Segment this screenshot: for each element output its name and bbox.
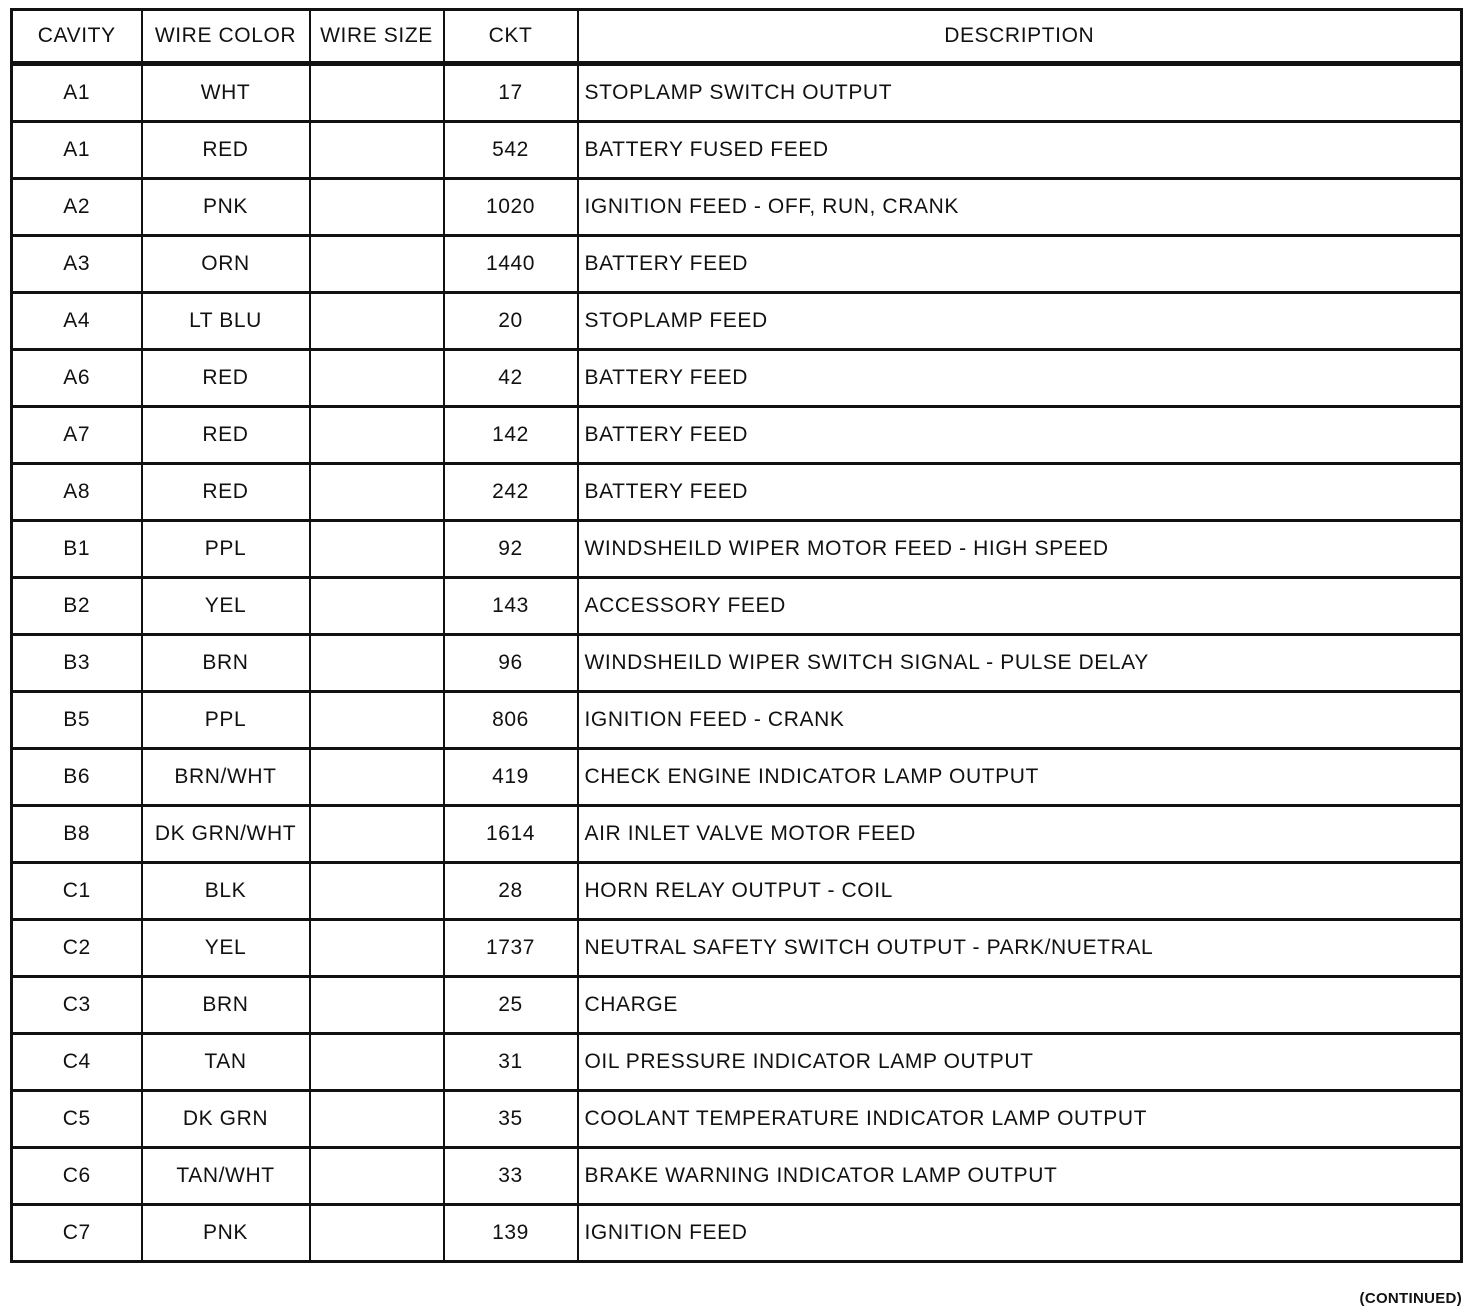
table-row bbox=[12, 863, 1462, 920]
cell-ckt: 17 bbox=[444, 64, 578, 122]
cell-cavity: B5 bbox=[12, 692, 142, 749]
cell-description: WINDSHEILD WIPER SWITCH SIGNAL - PULSE DELAY bbox=[578, 635, 1462, 692]
cell-description: IGNITION FEED - OFF, RUN, CRANK bbox=[578, 179, 1462, 236]
cell-cavity: B2 bbox=[12, 578, 142, 635]
cell-wire-size bbox=[310, 179, 444, 236]
cell-wire-size bbox=[310, 407, 444, 464]
table-row bbox=[12, 578, 1462, 635]
cell-cavity: C7 bbox=[12, 1205, 142, 1262]
cell-cavity: B3 bbox=[12, 635, 142, 692]
cell-ckt: 35 bbox=[444, 1091, 578, 1148]
cell-description: COOLANT TEMPERATURE INDICATOR LAMP OUTPUT bbox=[578, 1091, 1462, 1148]
cell-description: BRAKE WARNING INDICATOR LAMP OUTPUT bbox=[578, 1148, 1462, 1205]
cell-cavity: A6 bbox=[12, 350, 142, 407]
cell-wire-size bbox=[310, 1205, 444, 1262]
cell-wire-size bbox=[310, 977, 444, 1034]
cell-wire-size bbox=[310, 293, 444, 350]
cell-wire-color: BRN/WHT bbox=[142, 749, 310, 806]
cell-description: CHECK ENGINE INDICATOR LAMP OUTPUT bbox=[578, 749, 1462, 806]
table-row bbox=[12, 350, 1462, 407]
cell-wire-size bbox=[310, 464, 444, 521]
cell-wire-size bbox=[310, 863, 444, 920]
cell-wire-color: YEL bbox=[142, 920, 310, 977]
header-row bbox=[12, 10, 1462, 64]
cell-wire-size bbox=[310, 635, 444, 692]
cell-description: WINDSHEILD WIPER MOTOR FEED - HIGH SPEED bbox=[578, 521, 1462, 578]
cell-wire-color: RED bbox=[142, 350, 310, 407]
cell-wire-color: PPL bbox=[142, 521, 310, 578]
cell-cavity: A4 bbox=[12, 293, 142, 350]
cell-ckt: 28 bbox=[444, 863, 578, 920]
table-row bbox=[12, 293, 1462, 350]
table-header bbox=[12, 10, 1462, 64]
cell-wire-color: YEL bbox=[142, 578, 310, 635]
cell-wire-color: DK GRN/WHT bbox=[142, 806, 310, 863]
cell-wire-size bbox=[310, 749, 444, 806]
cell-cavity: C2 bbox=[12, 920, 142, 977]
cell-wire-color: BRN bbox=[142, 635, 310, 692]
cell-cavity: C3 bbox=[12, 977, 142, 1034]
cell-wire-color: PNK bbox=[142, 179, 310, 236]
table-row bbox=[12, 1034, 1462, 1091]
cell-wire-size bbox=[310, 122, 444, 179]
cell-wire-size bbox=[310, 350, 444, 407]
cell-ckt: 31 bbox=[444, 1034, 578, 1091]
table-row bbox=[12, 236, 1462, 293]
cell-cavity: C5 bbox=[12, 1091, 142, 1148]
cell-cavity: C6 bbox=[12, 1148, 142, 1205]
cell-wire-color: BRN bbox=[142, 977, 310, 1034]
cell-wire-color: LT BLU bbox=[142, 293, 310, 350]
cell-wire-color: BLK bbox=[142, 863, 310, 920]
cell-ckt: 419 bbox=[444, 749, 578, 806]
cell-wire-color: TAN/WHT bbox=[142, 1148, 310, 1205]
cell-description: BATTERY FEED bbox=[578, 407, 1462, 464]
cell-ckt: 242 bbox=[444, 464, 578, 521]
cell-wire-size bbox=[310, 806, 444, 863]
table-row bbox=[12, 464, 1462, 521]
cell-description: BATTERY FEED bbox=[578, 350, 1462, 407]
cell-description: STOPLAMP SWITCH OUTPUT bbox=[578, 64, 1462, 122]
cell-description: CHARGE bbox=[578, 977, 1462, 1034]
table-row bbox=[12, 1205, 1462, 1262]
cell-wire-size bbox=[310, 64, 444, 122]
cell-cavity: A1 bbox=[12, 122, 142, 179]
cell-description: OIL PRESSURE INDICATOR LAMP OUTPUT bbox=[578, 1034, 1462, 1091]
header-ckt: CKT bbox=[444, 10, 578, 64]
table-row bbox=[12, 806, 1462, 863]
cell-description: IGNITION FEED bbox=[578, 1205, 1462, 1262]
cell-cavity: A8 bbox=[12, 464, 142, 521]
cell-cavity: C4 bbox=[12, 1034, 142, 1091]
cell-wire-size bbox=[310, 1034, 444, 1091]
cell-ckt: 96 bbox=[444, 635, 578, 692]
connector-pinout-table bbox=[10, 8, 1463, 1263]
header-wire-color: WIRE COLOR bbox=[142, 10, 310, 64]
cell-wire-color: ORN bbox=[142, 236, 310, 293]
cell-ckt: 92 bbox=[444, 521, 578, 578]
cell-description: NEUTRAL SAFETY SWITCH OUTPUT - PARK/NUETRAL bbox=[578, 920, 1462, 977]
cell-cavity: B6 bbox=[12, 749, 142, 806]
connector-pinout-sheet bbox=[10, 8, 1460, 1263]
cell-description: HORN RELAY OUTPUT - COIL bbox=[578, 863, 1462, 920]
cell-wire-color: RED bbox=[142, 407, 310, 464]
cell-description: BATTERY FEED bbox=[578, 464, 1462, 521]
header-cavity: CAVITY bbox=[12, 10, 142, 64]
table-row bbox=[12, 64, 1462, 122]
cell-ckt: 1614 bbox=[444, 806, 578, 863]
table-row bbox=[12, 977, 1462, 1034]
cell-wire-size bbox=[310, 920, 444, 977]
cell-wire-color: PPL bbox=[142, 692, 310, 749]
table-row bbox=[12, 635, 1462, 692]
table-row bbox=[12, 407, 1462, 464]
cell-description: IGNITION FEED - CRANK bbox=[578, 692, 1462, 749]
cell-ckt: 142 bbox=[444, 407, 578, 464]
cell-ckt: 25 bbox=[444, 977, 578, 1034]
cell-ckt: 806 bbox=[444, 692, 578, 749]
cell-wire-size bbox=[310, 578, 444, 635]
cell-wire-size bbox=[310, 692, 444, 749]
cell-ckt: 1737 bbox=[444, 920, 578, 977]
cell-wire-color: RED bbox=[142, 464, 310, 521]
cell-description: STOPLAMP FEED bbox=[578, 293, 1462, 350]
cell-wire-color: TAN bbox=[142, 1034, 310, 1091]
table-row bbox=[12, 521, 1462, 578]
cell-wire-color: PNK bbox=[142, 1205, 310, 1262]
cell-wire-color: DK GRN bbox=[142, 1091, 310, 1148]
cell-ckt: 42 bbox=[444, 350, 578, 407]
cell-ckt: 33 bbox=[444, 1148, 578, 1205]
table-row bbox=[12, 179, 1462, 236]
cell-cavity: B1 bbox=[12, 521, 142, 578]
table-row bbox=[12, 749, 1462, 806]
cell-wire-color: WHT bbox=[142, 64, 310, 122]
cell-cavity: A7 bbox=[12, 407, 142, 464]
cell-cavity: A1 bbox=[12, 64, 142, 122]
cell-wire-size bbox=[310, 236, 444, 293]
cell-wire-size bbox=[310, 1148, 444, 1205]
cell-ckt: 143 bbox=[444, 578, 578, 635]
cell-cavity: B8 bbox=[12, 806, 142, 863]
header-description: DESCRIPTION bbox=[578, 10, 1462, 64]
table-body bbox=[12, 64, 1462, 1262]
table-row bbox=[12, 122, 1462, 179]
cell-description: BATTERY FUSED FEED bbox=[578, 122, 1462, 179]
cell-ckt: 139 bbox=[444, 1205, 578, 1262]
cell-wire-size bbox=[310, 521, 444, 578]
cell-ckt: 1440 bbox=[444, 236, 578, 293]
table-row bbox=[12, 920, 1462, 977]
cell-wire-size bbox=[310, 1091, 444, 1148]
continued-note: (CONTINUED) bbox=[1359, 1290, 1462, 1307]
cell-cavity: C1 bbox=[12, 863, 142, 920]
header-wire-size: WIRE SIZE bbox=[310, 10, 444, 64]
cell-cavity: A3 bbox=[12, 236, 142, 293]
cell-description: BATTERY FEED bbox=[578, 236, 1462, 293]
cell-description: AIR INLET VALVE MOTOR FEED bbox=[578, 806, 1462, 863]
cell-ckt: 20 bbox=[444, 293, 578, 350]
cell-ckt: 1020 bbox=[444, 179, 578, 236]
table-row bbox=[12, 1091, 1462, 1148]
cell-ckt: 542 bbox=[444, 122, 578, 179]
table-row bbox=[12, 692, 1462, 749]
cell-cavity: A2 bbox=[12, 179, 142, 236]
table-row bbox=[12, 1148, 1462, 1205]
cell-wire-color: RED bbox=[142, 122, 310, 179]
cell-description: ACCESSORY FEED bbox=[578, 578, 1462, 635]
